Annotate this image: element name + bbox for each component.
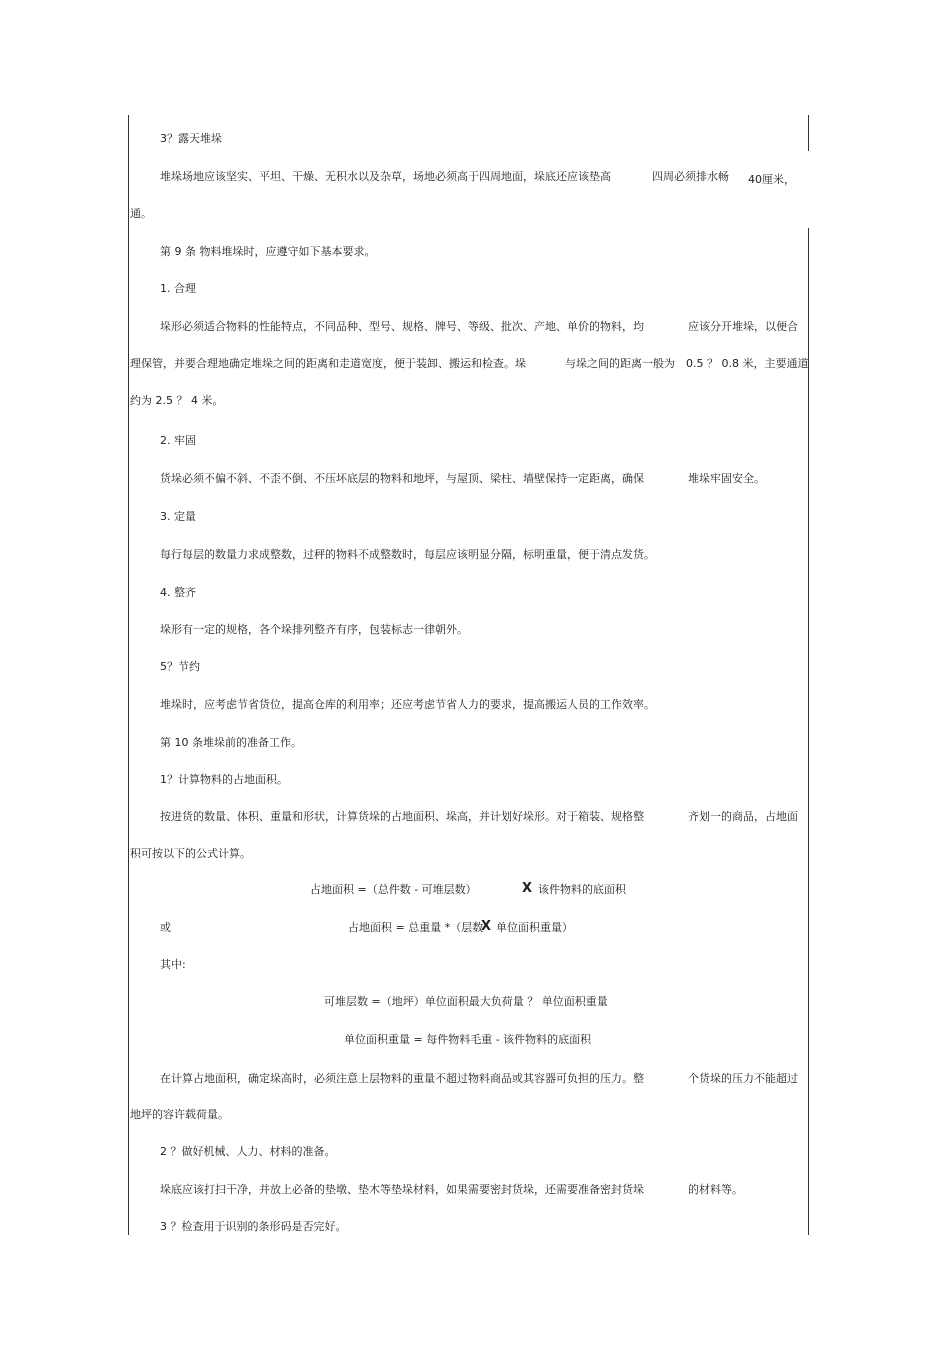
formula-4: 单位面积重量 = 每件物料毛重 - 该件物料的底面积 (344, 1033, 592, 1046)
paragraph-line: 通。 (130, 207, 152, 220)
multiply-sign: X (522, 881, 533, 896)
paragraph-line: 理保管，并要合理地确定堆垛之间的距离和走道宽度，便于装卸、搬运和检查。垛 (130, 357, 526, 370)
paragraph-line: 个货垛的压力不能超过 (688, 1072, 798, 1085)
step-1-heading: 1？计算物料的占地面积。 (160, 773, 288, 786)
among-label: 其中: (160, 958, 186, 971)
paragraph-line: 垛形必须适合物料的性能特点，不同品种、型号、规格、牌号、等级、批次、产地、单价的物料，均 (160, 320, 644, 333)
paragraph-line: 的材料等。 (688, 1183, 743, 1196)
paragraph-line: 货垛必须不偏不斜、不歪不倒、不压坏底层的物料和地坪，与屋顶、梁柱、墙壁保持一定距离，确保 (160, 472, 644, 485)
paragraph-line: 地坪的容许载荷量。 (130, 1108, 229, 1121)
paragraph-line: 应该分开堆垛，以便合 (688, 320, 798, 333)
paragraph-line: 在计算占地面积，确定垛高时，必须注意上层物料的重量不超过物料商品或其容器可负担的压力。整 (160, 1072, 644, 1085)
paragraph-line: 堆垛场地应该坚实、平坦、干燥、无积水以及杂草，场地必须高于四周地面，垛底还应该垫高 (160, 170, 611, 183)
item-3-heading: 3. 定量 (160, 510, 196, 523)
paragraph-line: 四周必须排水畅 (652, 170, 729, 183)
paragraph-line: 按进货的数量、体积、重量和形状，计算货垛的占地面积、垛高，并计划好垛形。对于箱装、规格整 (160, 810, 644, 823)
formula-2-right: 单位面积重量） (496, 921, 573, 934)
paragraph-line: 垛形有一定的规格，各个垛排列整齐有序，包装标志一律朝外。 (160, 623, 468, 636)
heading-open-air-stacking: 3？露天堆垛 (160, 132, 222, 145)
paragraph-line: 积可按以下的公式计算。 (130, 847, 251, 860)
article-9-heading: 第 9 条 物料堆垛时，应遵守如下基本要求。 (160, 245, 376, 258)
paragraph-line: 堆垛牢固安全。 (688, 472, 765, 485)
paragraph-line: 与垛之间的距离一般为 (565, 357, 675, 370)
right-border-top-line (808, 115, 809, 151)
paragraph-line: 齐划一的商品，占地面 (688, 810, 798, 823)
paragraph-line: 堆垛时，应考虑节省货位，提高仓库的利用率；还应考虑节省人力的要求，提高搬运人员的工作效率。 (160, 698, 655, 711)
step-2-heading: 2 ？做好机械、人力、材料的准备。 (160, 1145, 336, 1158)
left-border-line (128, 115, 129, 1235)
item-1-heading: 1. 合理 (160, 282, 196, 295)
multiply-sign: X (481, 919, 492, 934)
article-10-heading: 第 10 条堆垛前的准备工作。 (160, 736, 302, 749)
paragraph-line: 约为 2.5 ？ 4 米。 (130, 394, 224, 407)
formula-2-left: 占地面积 = 总重量 *（层数 (348, 921, 484, 934)
right-border-bottom-line (808, 228, 809, 1235)
paragraph-line: 40厘米， (748, 173, 795, 186)
item-4-heading: 4. 整齐 (160, 586, 196, 599)
formula-1-left: 占地面积 =（总件数 - 可堆层数） (310, 883, 477, 896)
formula-1-right: 该件物料的底面积 (538, 883, 626, 896)
paragraph-line: 垛底应该打扫干净，并放上必备的垫墩、垫木等垫垛材料，如果需要密封货垛，还需要准备密封货垛 (160, 1183, 644, 1196)
paragraph-line: 0.5 ？ 0.8 米，主要通道 (686, 357, 809, 370)
item-2-heading: 2. 牢固 (160, 434, 196, 447)
step-3-heading: 3 ？检查用于识别的条形码是否完好。 (160, 1220, 347, 1233)
paragraph-line: 每行每层的数量力求成整数，过秤的物料不成整数时，每层应该明显分隔，标明重量，便于清点发货。 (160, 548, 655, 561)
formula-3: 可堆层数 =（地坪）单位面积最大负荷量 ？ 单位面积重量 (324, 995, 608, 1008)
or-label: 或 (160, 921, 171, 934)
item-5-heading: 5？节约 (160, 660, 200, 673)
